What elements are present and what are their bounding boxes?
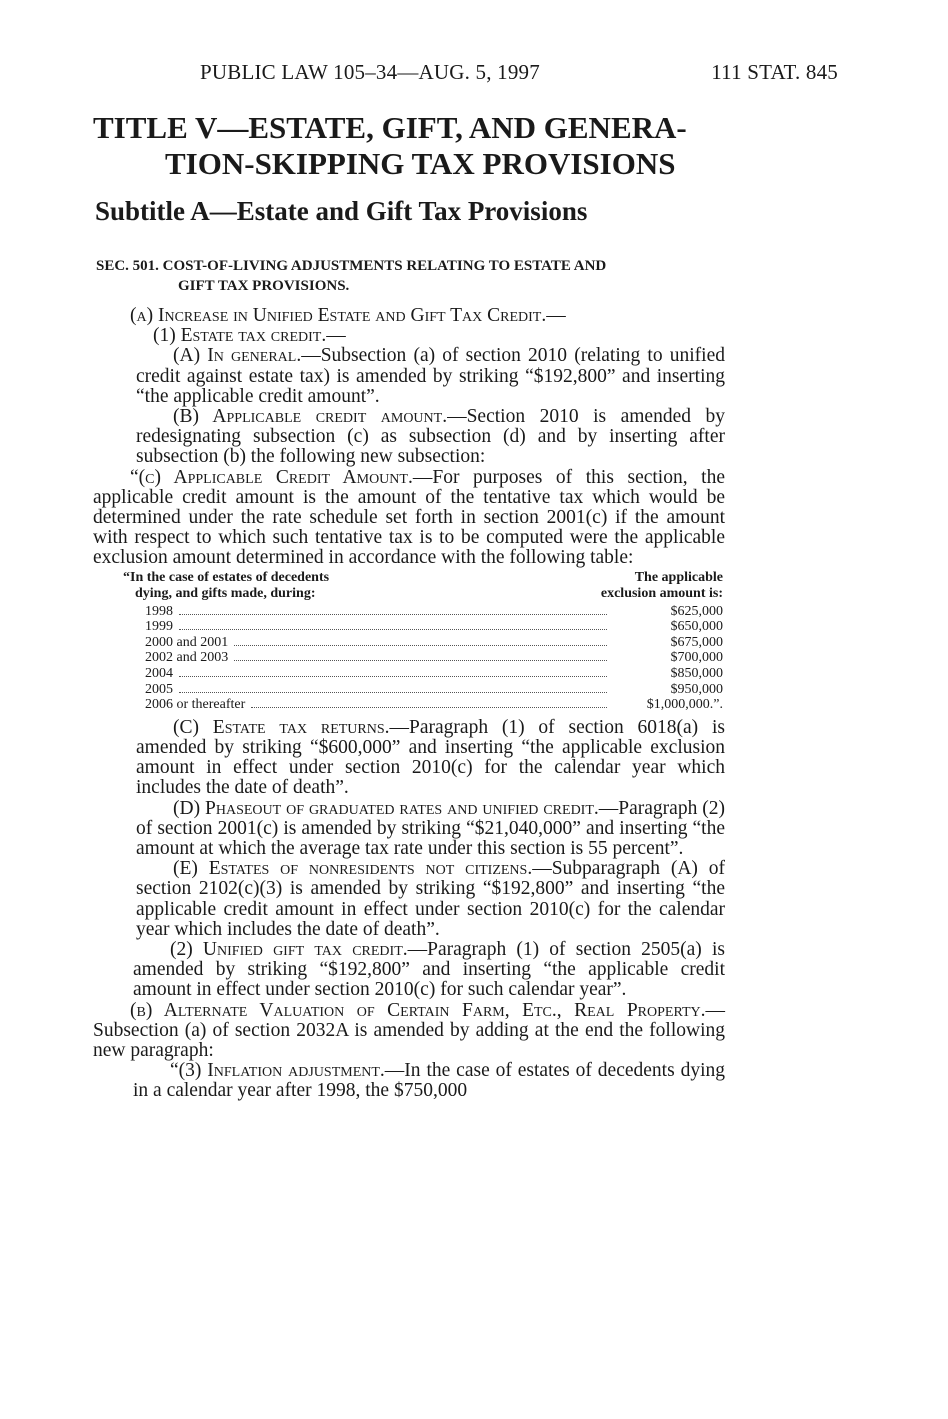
- subsection-b-heading: (b) Alternate Valuation of Certain Farm, Etc., Real Property.: [130, 999, 706, 1021]
- table-row-amount: $650,000: [670, 619, 723, 635]
- table-row-period: 2000 and 2001: [145, 634, 229, 650]
- subparagraph-D-heading: (D) Phaseout of graduated rates and unified credit.: [173, 797, 599, 819]
- table-row-amount: $625,000: [670, 603, 723, 619]
- dot-leader: [179, 666, 607, 677]
- subsection-a-heading: (a) Increase in Unified Estate and Gift Tax Credit.—: [130, 305, 566, 326]
- table-row-period: 2004: [145, 666, 173, 682]
- subparagraph-E: [56, 859, 725, 940]
- dot-leader: [179, 682, 607, 693]
- paragraph-2-text: —Paragraph (1) of section 2505(a) is amended by striking “$192,800” and inserting “the applicable credit amount in effect under section 2010(c) for such calendar year”.: [133, 939, 725, 1001]
- table-row-amount: $675,000: [670, 634, 723, 650]
- new-paragraph-3-heading: “(3) Inflation adjustment.: [170, 1060, 385, 1082]
- subparagraph-A: [56, 346, 725, 407]
- title-line-2: TION-SKIPPING TAX PROVISIONS: [165, 146, 676, 181]
- table-row-period: 2002 and 2003: [145, 650, 229, 666]
- table-row-amount: $950,000: [670, 681, 723, 697]
- new-paragraph-3-text: —In the case of estates of decedents dying in a calendar year after 1998, the $750,000: [133, 1060, 725, 1102]
- dot-leader: [234, 650, 607, 661]
- table-row: [123, 635, 723, 651]
- section-heading-line-1: SEC. 501. COST-OF-LIVING ADJUSTMENTS RELATING TO ESTATE AND: [96, 258, 607, 274]
- paragraph-2: [93, 940, 725, 1001]
- subsection-b: [93, 1001, 725, 1062]
- exclusion-amount-table: [123, 570, 723, 713]
- table-header-right-1: The applicable: [634, 569, 723, 585]
- subparagraph-C-heading: (C) Estate tax returns.: [173, 716, 390, 738]
- table-row-period: 2005: [145, 681, 173, 697]
- subparagraph-E-text: —Subparagraph (A) of section 2102(c)(3) is amended by striking “$192,800” and inserting “the applicable credit amount in effect under section 2010(c) for the calendar year which includes the date of death”.: [136, 858, 725, 940]
- table-row-period: 1999: [145, 619, 173, 635]
- dot-leader: [234, 635, 607, 646]
- dot-leader: [179, 604, 607, 615]
- section-heading: [96, 256, 726, 296]
- subparagraph-A-text: —Subsection (a) of section 2010 (relating to unified credit against estate tax) is amended by striking “$192,800” and inserting “the applicable credit amount”.: [136, 345, 725, 407]
- section-heading-line-2: GIFT TAX PROVISIONS.: [178, 278, 350, 294]
- new-subsection-c-heading: “(c) Applicable Credit Amount.: [130, 466, 413, 488]
- table-row: [123, 697, 723, 713]
- table-row: [123, 604, 723, 620]
- subparagraph-A-heading: (A) In general.: [173, 345, 302, 367]
- table-row-period: 1998: [145, 603, 173, 619]
- table-row-amount: $850,000: [670, 666, 723, 682]
- public-law-citation: PUBLIC LAW 105–34—AUG. 5, 1997: [200, 60, 540, 84]
- table-header-left-1: “In the case of estates of decedents: [123, 569, 330, 585]
- dot-leader: [251, 697, 607, 708]
- subsection-b-text: —Subsection (a) of section 2032A is amended by adding at the end the following new paragraph:: [93, 999, 725, 1062]
- new-paragraph-3: [93, 1061, 725, 1101]
- new-subsection-c-text: —For purposes of this section, the applicable credit amount is the amount of the tentative tax which would be determined under the rate schedule set forth in section 2001(c) if the amount with respect to which such tentative tax is to be computed were the applicable exclusion amount determined in accordance with the following table:: [93, 466, 725, 569]
- table-row: [123, 650, 723, 666]
- subparagraph-D: [56, 799, 725, 860]
- new-subsection-c: [93, 468, 725, 569]
- table-row-period: 2006 or thereafter: [145, 697, 246, 713]
- statute-page-number: 111 STAT. 845: [711, 60, 838, 84]
- running-head: [200, 60, 838, 88]
- paragraph-2-heading: (2) Unified gift tax credit.: [170, 939, 408, 961]
- table-header-left-2: dying, and gifts made, during:: [135, 585, 316, 601]
- subparagraph-B: [56, 407, 725, 468]
- table-header: [123, 570, 723, 604]
- subtitle-heading: Subtitle A—Estate and Gift Tax Provisions: [95, 196, 588, 226]
- table-row: [123, 666, 723, 682]
- table-row: [123, 619, 723, 635]
- subparagraph-B-heading: (B) Applicable credit amount.: [173, 406, 448, 428]
- title-heading: [93, 110, 813, 182]
- table-header-right-2: exclusion amount is:: [600, 585, 723, 601]
- subparagraph-C-text: —Paragraph (1) of section 6018(a) is amended by striking “$600,000” and inserting “the applicable exclusion amount in effect under section 2010(c) for the calendar year which includes the date of death”.: [136, 716, 725, 799]
- table-row-amount: $700,000: [670, 650, 723, 666]
- dot-leader: [179, 619, 607, 630]
- subparagraph-C: [56, 718, 725, 799]
- paragraph-1-heading: (1) Estate tax credit.—: [153, 325, 346, 347]
- title-line-1: TITLE V—ESTATE, GIFT, AND GENERA-: [93, 110, 687, 145]
- table-row-amount: $1,000,000.”.: [646, 697, 723, 713]
- subparagraph-D-text: —Paragraph (2) of section 2001(c) is amended by striking “$21,040,000” and inserting “the amount at which the average tax rate under this section is 55 percent”.: [136, 797, 725, 860]
- section-body: [93, 306, 725, 1102]
- subparagraph-B-text: —Section 2010 is amended by redesignating subsection (c) as subsection (d) and by inserting after subsection (b) the following new subsection:: [136, 406, 725, 468]
- subparagraph-E-heading: (E) Estates of nonresidents not citizens.: [173, 858, 533, 880]
- table-row: [123, 682, 723, 698]
